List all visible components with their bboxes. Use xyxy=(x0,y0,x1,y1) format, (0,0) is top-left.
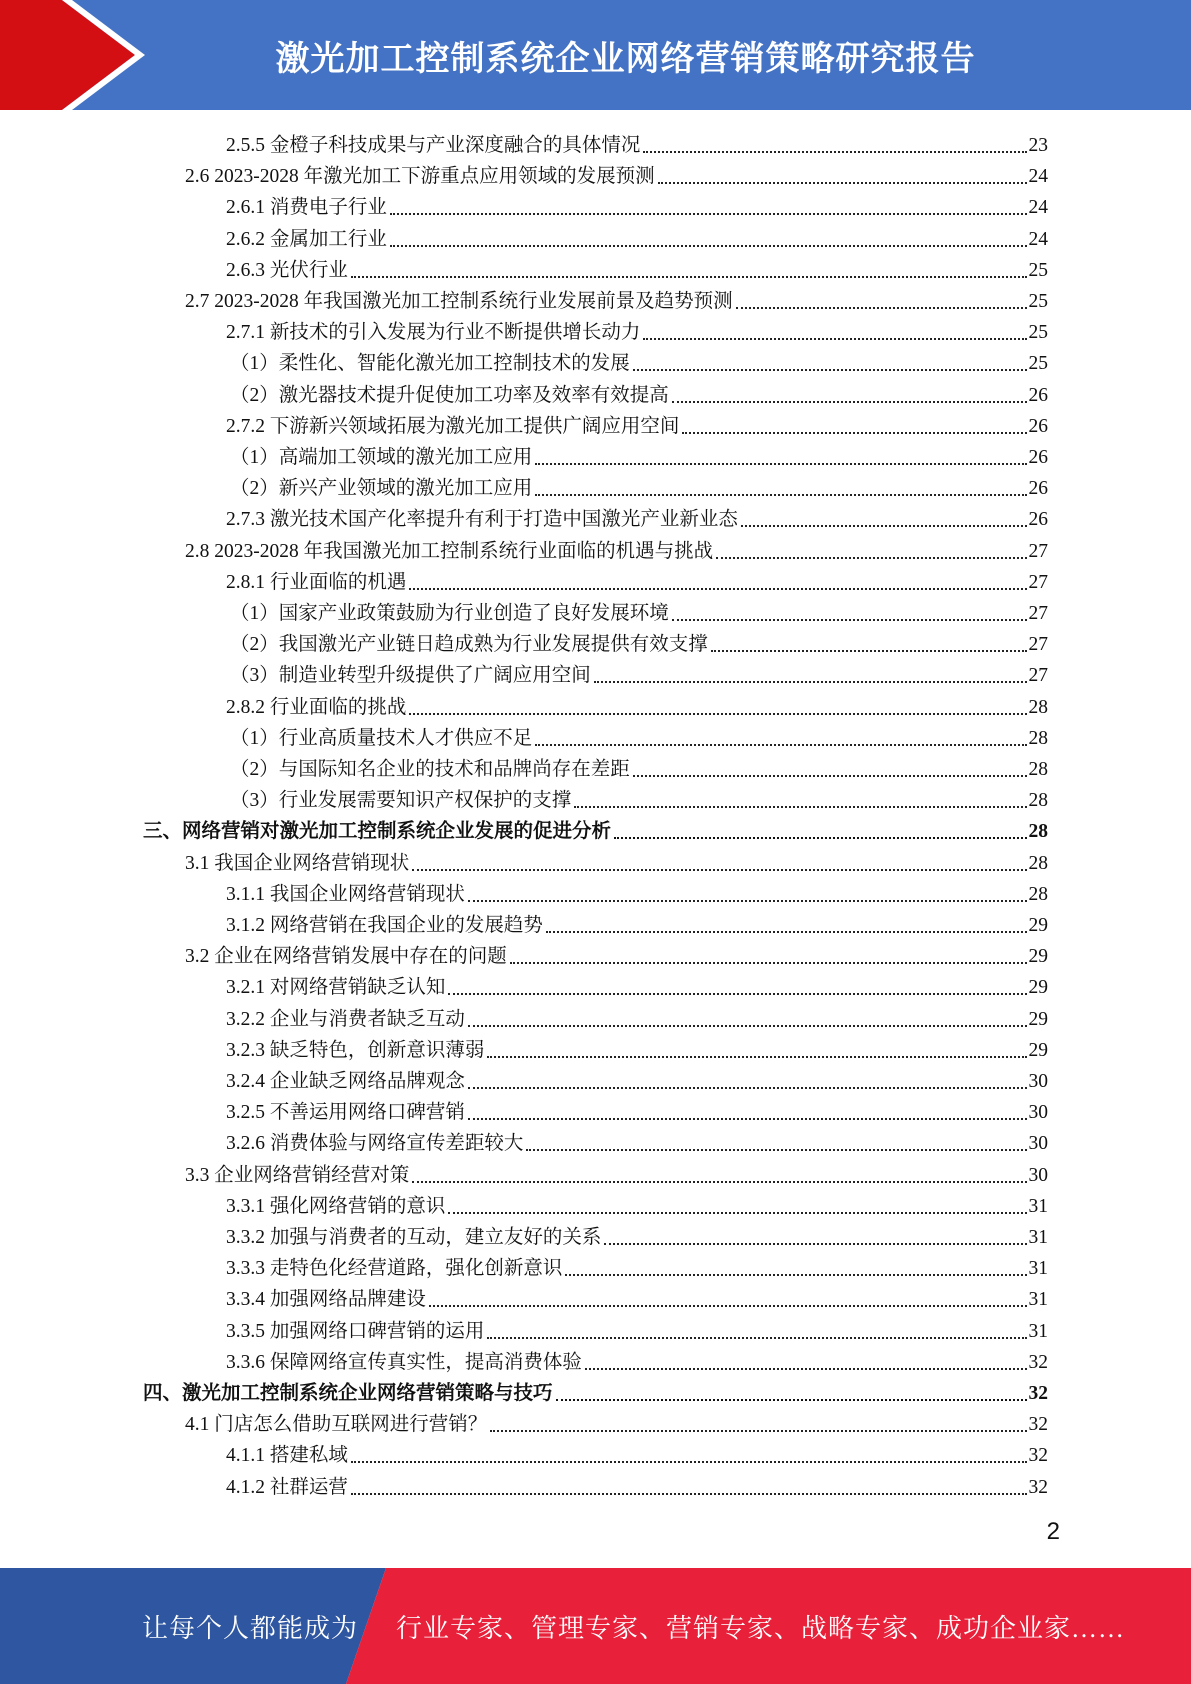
toc-entry-title: 4.1.1 搭建私域 xyxy=(226,1445,348,1467)
toc-entry[interactable] xyxy=(230,721,1048,751)
toc-dot-leader xyxy=(672,401,1027,403)
toc-entry[interactable] xyxy=(226,1033,1048,1063)
toc-entry-title: （2）新兴产业领域的激光加工应用 xyxy=(230,478,533,500)
toc-entry-title: （2）激光器技术提升促使加工功率及效率有效提高 xyxy=(230,384,669,406)
toc-entry-page: 29 xyxy=(1028,977,1048,999)
toc-dot-leader xyxy=(510,962,1027,964)
toc-dot-leader xyxy=(736,307,1027,309)
toc-entry-page: 31 xyxy=(1028,1195,1048,1217)
toc-entry[interactable] xyxy=(230,783,1048,813)
toc-dot-leader xyxy=(351,1493,1027,1495)
toc-entry-title: 2.7 2023-2028 年我国激光加工控制系统行业发展前景及趋势预测 xyxy=(185,291,733,312)
toc-entry[interactable] xyxy=(226,1438,1048,1468)
toc-dot-leader xyxy=(429,1305,1027,1307)
toc-entry-page: 32 xyxy=(1028,1445,1048,1467)
toc-entry[interactable] xyxy=(226,1189,1048,1219)
toc-dot-leader xyxy=(682,432,1026,434)
toc-dot-leader xyxy=(526,1149,1026,1151)
toc-entry-page: 31 xyxy=(1028,1227,1048,1248)
toc-dot-leader xyxy=(390,213,1027,215)
toc-dot-leader xyxy=(351,276,1027,278)
toc-entry-title: （3）行业发展需要知识产权保护的支撑 xyxy=(230,790,572,812)
toc-entry[interactable] xyxy=(230,627,1048,657)
toc-entry[interactable] xyxy=(185,939,1048,969)
toc-entry-page: 24 xyxy=(1028,197,1048,219)
toc-entry-title: 2.6 2023-2028 年激光加工下游重点应用领域的发展预测 xyxy=(185,166,655,188)
toc-dot-leader xyxy=(448,1212,1026,1214)
toc-entry-page: 30 xyxy=(1028,1164,1048,1186)
toc-entry-title: 3.2.1 对网络营销缺乏认知 xyxy=(226,977,446,999)
toc-entry[interactable] xyxy=(230,346,1048,376)
toc-entry[interactable] xyxy=(226,1064,1048,1094)
toc-entry[interactable] xyxy=(226,502,1048,532)
toc-entry[interactable] xyxy=(226,315,1048,345)
toc-entry[interactable] xyxy=(226,128,1048,158)
toc-entry-page: 23 xyxy=(1028,135,1048,156)
toc-entry-title: 3.3 企业网络营销经营对策 xyxy=(185,1164,410,1186)
toc-entry-title: 3.3.6 保障网络宣传真实性，提高消费体验 xyxy=(226,1351,582,1373)
toc-entry-title: （3）制造业转型升级提供了广阔应用空间 xyxy=(230,665,591,687)
toc-entry-title: 2.8.1 行业面临的机遇 xyxy=(226,571,407,593)
toc-entry-title: （1）高端加工领域的激光加工应用 xyxy=(230,447,533,468)
toc-entry-page: 28 xyxy=(1028,727,1048,749)
report-title: 激光加工控制系统企业网络营销策略研究报告 xyxy=(275,38,976,79)
toc-entry-title: 2.7.1 新技术的引入发展为行业不断提供增长动力 xyxy=(226,322,641,344)
toc-dot-leader xyxy=(351,1461,1027,1463)
toc-entry-page: 26 xyxy=(1028,384,1048,406)
toc-entry-title: 3.3.2 加强与消费者的互动，建立友好的关系 xyxy=(226,1227,602,1248)
toc-entry-page: 31 xyxy=(1028,1258,1048,1280)
toc-entry-title: （2）我国激光产业链日趋成熟为行业发展提供有效支撑 xyxy=(230,634,708,656)
toc-entry-page: 25 xyxy=(1028,259,1048,281)
toc-dot-leader xyxy=(468,900,1027,902)
header-red-arrow xyxy=(0,0,150,110)
toc-dot-leader xyxy=(490,1430,1026,1432)
report-header xyxy=(0,0,1191,110)
toc-entry-title: 三、网络营销对激光加工控制系统企业发展的促进分析 xyxy=(143,821,612,843)
toc-entry-page: 27 xyxy=(1028,540,1048,562)
toc-dot-leader xyxy=(468,1087,1027,1089)
toc-entry-page: 32 xyxy=(1028,1351,1048,1373)
toc-entry[interactable] xyxy=(185,159,1048,189)
toc-dot-leader xyxy=(409,713,1026,715)
toc-entry-page: 24 xyxy=(1028,166,1048,188)
toc-entry[interactable] xyxy=(143,814,1048,844)
toc-entry-title: 3.3.4 加强网络品牌建设 xyxy=(226,1289,426,1311)
toc-entry-page: 29 xyxy=(1028,946,1048,968)
toc-entry[interactable] xyxy=(226,1470,1048,1500)
toc-entry[interactable] xyxy=(230,378,1048,408)
toc-entry-page: 26 xyxy=(1028,478,1048,500)
toc-entry[interactable] xyxy=(226,1095,1048,1125)
toc-entry-title: 2.7.2 下游新兴领域拓展为激光加工提供广阔应用空间 xyxy=(226,415,680,437)
toc-entry[interactable] xyxy=(226,1314,1048,1344)
toc-entry-page: 28 xyxy=(1028,696,1048,718)
toc-entry-title: 4.1.2 社群运营 xyxy=(226,1476,348,1498)
toc-dot-leader xyxy=(643,151,1026,153)
toc-entry-title: 3.2.2 企业与消费者缺乏互动 xyxy=(226,1008,465,1030)
toc-entry[interactable] xyxy=(230,752,1048,782)
toc-dot-leader xyxy=(594,681,1027,683)
toc-entry[interactable] xyxy=(226,1251,1048,1281)
toc-entry-page: 29 xyxy=(1028,1008,1048,1030)
toc-entry-title: （1）行业高质量技术人才供应不足 xyxy=(230,727,533,749)
toc-entry[interactable] xyxy=(185,846,1048,876)
toc-entry-page: 30 xyxy=(1028,1071,1048,1092)
toc-entry-page: 29 xyxy=(1028,915,1048,936)
toc-entry-title: 2.8.2 行业面临的挑战 xyxy=(226,696,407,718)
toc-entry-page: 31 xyxy=(1028,1320,1048,1342)
toc-entry-title: 2.7.3 激光技术国产化率提升有利于打造中国激光产业新业态 xyxy=(226,509,738,531)
toc-entry-page: 29 xyxy=(1028,1039,1048,1061)
toc-entry-page: 26 xyxy=(1028,509,1048,531)
toc-entry[interactable] xyxy=(230,658,1048,688)
toc-entry-page: 25 xyxy=(1028,291,1048,312)
toc-entry[interactable] xyxy=(226,690,1048,720)
toc-entry-title: 4.1 门店怎么借助互联网进行营销？ xyxy=(185,1414,488,1436)
toc-entry[interactable] xyxy=(185,534,1048,564)
toc-entry[interactable] xyxy=(226,1126,1048,1156)
toc-entry-title: 3.2.6 消费体验与网络宣传差距较大 xyxy=(226,1133,524,1155)
toc-entry-page: 24 xyxy=(1028,228,1048,250)
toc-entry-page: 32 xyxy=(1028,1414,1048,1436)
toc-entry[interactable] xyxy=(226,1220,1048,1250)
toc-entry[interactable] xyxy=(230,471,1048,501)
page-number: 2 xyxy=(1046,1518,1060,1545)
toc-entry-title: 2.6.3 光伏行业 xyxy=(226,259,348,281)
toc-dot-leader xyxy=(614,837,1026,839)
toc-dot-leader xyxy=(711,650,1027,652)
toc-entry-page: 27 xyxy=(1028,634,1048,656)
footer-slogan-left: 让每个人都能成为 xyxy=(142,1613,359,1643)
toc-entry[interactable] xyxy=(226,190,1048,220)
toc-entry[interactable] xyxy=(185,284,1048,314)
toc-entry-title: 3.1 我国企业网络营销现状 xyxy=(185,852,410,874)
toc-entry-title: 2.8 2023-2028 年我国激光加工控制系统行业面临的机遇与挑战 xyxy=(185,540,714,562)
toc-entry[interactable] xyxy=(226,409,1048,439)
toc-entry-page: 26 xyxy=(1028,415,1048,437)
toc-entry-title: （1）柔性化、智能化激光加工控制技术的发展 xyxy=(230,353,630,375)
toc-entry[interactable] xyxy=(226,565,1048,595)
toc-dot-leader xyxy=(658,182,1027,184)
toc-entry[interactable] xyxy=(226,1345,1048,1375)
toc-dot-leader xyxy=(556,1399,1027,1401)
toc-entry-page: 30 xyxy=(1028,1133,1048,1155)
toc-entry-page: 25 xyxy=(1028,353,1048,375)
toc-dot-leader xyxy=(741,525,1027,527)
toc-dot-leader xyxy=(487,1056,1026,1058)
toc-dot-leader xyxy=(546,931,1027,933)
footer-banner xyxy=(0,1568,1191,1684)
toc-dot-leader xyxy=(535,744,1026,746)
toc-entry[interactable] xyxy=(226,253,1048,283)
toc-entry[interactable] xyxy=(226,877,1048,907)
toc-entry-title: 四、激光加工控制系统企业网络营销策略与技巧 xyxy=(143,1383,553,1404)
toc-entry[interactable] xyxy=(226,1282,1048,1312)
toc-entry[interactable] xyxy=(230,440,1048,470)
toc-entry-title: 3.1.2 网络营销在我国企业的发展趋势 xyxy=(226,915,543,936)
toc-entry[interactable] xyxy=(185,1158,1048,1188)
toc-dot-leader xyxy=(468,1025,1027,1027)
toc-entry-page: 28 xyxy=(1028,821,1048,843)
toc-entry-title: 3.3.1 强化网络营销的意识 xyxy=(226,1195,446,1217)
toc-entry-title: （1）国家产业政策鼓励为行业创造了良好发展环境 xyxy=(230,603,669,624)
toc-entry-page: 28 xyxy=(1028,759,1048,780)
toc-entry[interactable] xyxy=(185,1407,1048,1437)
toc-entry-title: 2.5.5 金橙子科技成果与产业深度融合的具体情况 xyxy=(226,135,641,156)
toc-entry-page: 28 xyxy=(1028,852,1048,874)
toc-entry-title: 3.3.5 加强网络口碑营销的运用 xyxy=(226,1320,485,1342)
toc-entry-page: 28 xyxy=(1028,883,1048,905)
toc-dot-leader xyxy=(487,1337,1026,1339)
toc-dot-leader xyxy=(585,1368,1027,1370)
toc-dot-leader xyxy=(716,557,1026,559)
toc-entry-title: 3.2.3 缺乏特色，创新意识薄弱 xyxy=(226,1039,485,1061)
toc-entry[interactable] xyxy=(143,1376,1048,1406)
toc-dot-leader xyxy=(633,775,1027,777)
toc-entry-page: 32 xyxy=(1028,1476,1048,1498)
toc-dot-leader xyxy=(409,588,1026,590)
toc-entry[interactable] xyxy=(226,970,1048,1000)
toc-dot-leader xyxy=(633,369,1027,371)
toc-entry-page: 31 xyxy=(1028,1289,1048,1311)
toc-entry-page: 30 xyxy=(1028,1102,1048,1124)
toc-entry[interactable] xyxy=(226,908,1048,938)
toc-entry-title: 3.2 企业在网络营销发展中存在的问题 xyxy=(185,946,507,968)
toc-dot-leader xyxy=(574,806,1026,808)
toc-entry-page: 32 xyxy=(1028,1383,1048,1404)
toc-entry-page: 27 xyxy=(1028,665,1048,687)
toc-dot-leader xyxy=(565,1274,1026,1276)
toc-dot-leader xyxy=(412,1181,1026,1183)
toc-entry-title: 3.3.3 走特色化经营道路，强化创新意识 xyxy=(226,1258,563,1280)
toc-entry-title: （2）与国际知名企业的技术和品牌尚存在差距 xyxy=(230,759,630,780)
toc-entry-page: 27 xyxy=(1028,571,1048,593)
toc-entry-page: 25 xyxy=(1028,322,1048,344)
toc-dot-leader xyxy=(412,869,1026,871)
toc-entry[interactable] xyxy=(226,222,1048,252)
toc-entry-page: 28 xyxy=(1028,790,1048,812)
toc-entry-page: 26 xyxy=(1028,447,1048,468)
toc-entry-title: 2.6.2 金属加工行业 xyxy=(226,228,387,250)
toc-dot-leader xyxy=(672,619,1027,621)
toc-dot-leader xyxy=(535,494,1026,496)
toc-entry-title: 3.1.1 我国企业网络营销现状 xyxy=(226,883,465,905)
toc-entry[interactable] xyxy=(230,596,1048,626)
toc-entry[interactable] xyxy=(226,1002,1048,1032)
toc-entry-title: 3.2.5 不善运用网络口碑营销 xyxy=(226,1102,465,1124)
toc-dot-leader xyxy=(643,338,1026,340)
toc-entry-title: 3.2.4 企业缺乏网络品牌观念 xyxy=(226,1071,465,1092)
footer-slogan-right: 行业专家、管理专家、营销专家、战略专家、成功企业家…… xyxy=(396,1613,1126,1643)
toc-dot-leader xyxy=(604,1243,1026,1245)
toc-dot-leader xyxy=(448,993,1026,995)
toc-entry-title: 2.6.1 消费电子行业 xyxy=(226,197,387,219)
toc-dot-leader xyxy=(535,463,1026,465)
toc-entry-page: 27 xyxy=(1028,603,1048,624)
toc-dot-leader xyxy=(390,245,1027,247)
toc-dot-leader xyxy=(468,1118,1027,1120)
